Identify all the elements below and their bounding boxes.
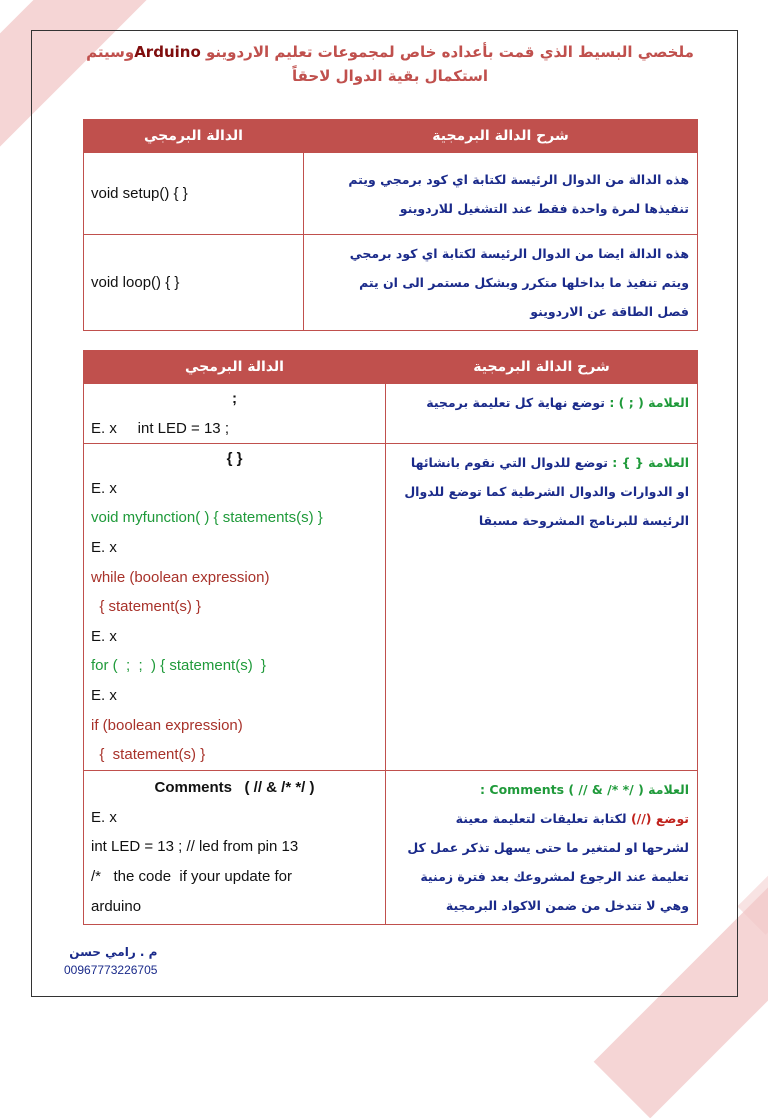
braces-description — [386, 444, 698, 771]
code-line: E. x — [91, 627, 117, 645]
author-phone: 00967773226705 — [64, 963, 158, 977]
setup-description — [304, 153, 698, 235]
loop-description — [304, 235, 698, 331]
col-header-function: الدالة البرمجي — [84, 351, 386, 384]
desc-text: الرئيسة للبرنامج المشروحة مسبقا — [478, 513, 689, 529]
title-brand: Arduino — [134, 43, 201, 61]
symbol-label: Comments ( // & /* */ ) — [154, 779, 315, 797]
desc-line: هذه الدالة من الدوال الرئيسة لكتابة اي كود برمجي ويتم — [348, 171, 689, 187]
code-line: if (boolean expression) — [91, 716, 243, 734]
col-header-description: شرح الدالة البرمجية — [304, 120, 698, 153]
symbol-label: ; — [232, 390, 237, 407]
title-subline: استكمال بقية الدوال لاحقاً — [291, 67, 489, 85]
code-line: { statement(s) } — [91, 746, 206, 764]
desc-label: العلامة ( /* */ & // ) Comments : — [480, 781, 689, 797]
code-line: /* the code if your update for — [91, 868, 292, 886]
desc-line: تنفيذها لمرة واحدة فقط عند التشغيل للاردوينو — [399, 200, 689, 216]
code-line: E. x — [91, 479, 117, 497]
footer — [64, 945, 157, 977]
desc-text: تعليمة عند الرجوع لمشروعك بعد فترة زمنية — [420, 868, 689, 884]
braces-cell — [84, 444, 386, 771]
comments-description — [386, 770, 698, 924]
desc-line: هذه الدالة ايضا من الدوال الرئيسة لكتابة اي كود برمجي — [349, 246, 689, 261]
code-line: E. x — [91, 808, 117, 826]
code-line: { statement(s) } — [91, 598, 202, 616]
col-header-function: الدالة البرمجي — [84, 120, 304, 153]
title-text: وسيتم — [86, 43, 135, 61]
desc-line: ويتم تنفيذ ما بداخلها متكرر وبشكل مستمر الى ان يتم — [359, 275, 689, 290]
author-name: م . رامي حسن — [69, 945, 158, 959]
desc-line: فصل الطاقة عن الاردوينو — [530, 304, 689, 319]
desc-label: العلامة ( ; ) : — [609, 395, 689, 410]
code-line: E. x int LED = 13 ; — [91, 419, 229, 437]
desc-text: توضع للدوال التي نقوم بانشائها — [410, 455, 608, 471]
desc-text: وهي لا تتدخل من ضمن الاكواد البرمجية — [445, 897, 689, 913]
code-line: for ( ; ; ) { statement(s) } — [91, 657, 267, 675]
comments-cell — [84, 770, 386, 924]
desc-text: لشرحها او لمتغير ما حتى يسهل تذكر عمل كل — [407, 839, 689, 855]
desc-label: العلامة { } : — [612, 455, 689, 471]
loop-function-cell: void loop() { } — [84, 235, 304, 331]
page-title — [60, 40, 720, 88]
setup-function-cell: void setup() { } — [84, 153, 304, 235]
desc-text: لكتابة تعليقات لتعليمة معينة — [455, 810, 627, 826]
semicolon-description — [386, 384, 698, 444]
functions-table — [83, 119, 698, 331]
col-header-description: شرح الدالة البرمجية — [386, 351, 698, 384]
desc-text: او الدوارات والدوال الشرطية كما توضع للدوال — [404, 484, 689, 500]
code-line: void myfunction( ) { statements(s) } — [91, 509, 323, 527]
code-line: E. x — [91, 538, 117, 556]
symbols-table — [83, 350, 698, 925]
code-line: E. x — [91, 686, 117, 704]
code-line: int LED = 13 ; // led from pin 13 — [91, 838, 299, 856]
title-text: ملخصي البسيط الذي قمت بأعداده خاص لمجموعات تعليم الاردوينو — [206, 43, 694, 61]
desc-text: توضع نهاية كل تعليمة برمجية — [426, 395, 605, 410]
code-line: arduino — [91, 897, 142, 915]
desc-lead: توضع (//) — [630, 810, 689, 826]
code-line: while (boolean expression) — [91, 568, 270, 586]
symbol-label: { } — [226, 450, 243, 468]
semicolon-cell — [84, 384, 386, 444]
